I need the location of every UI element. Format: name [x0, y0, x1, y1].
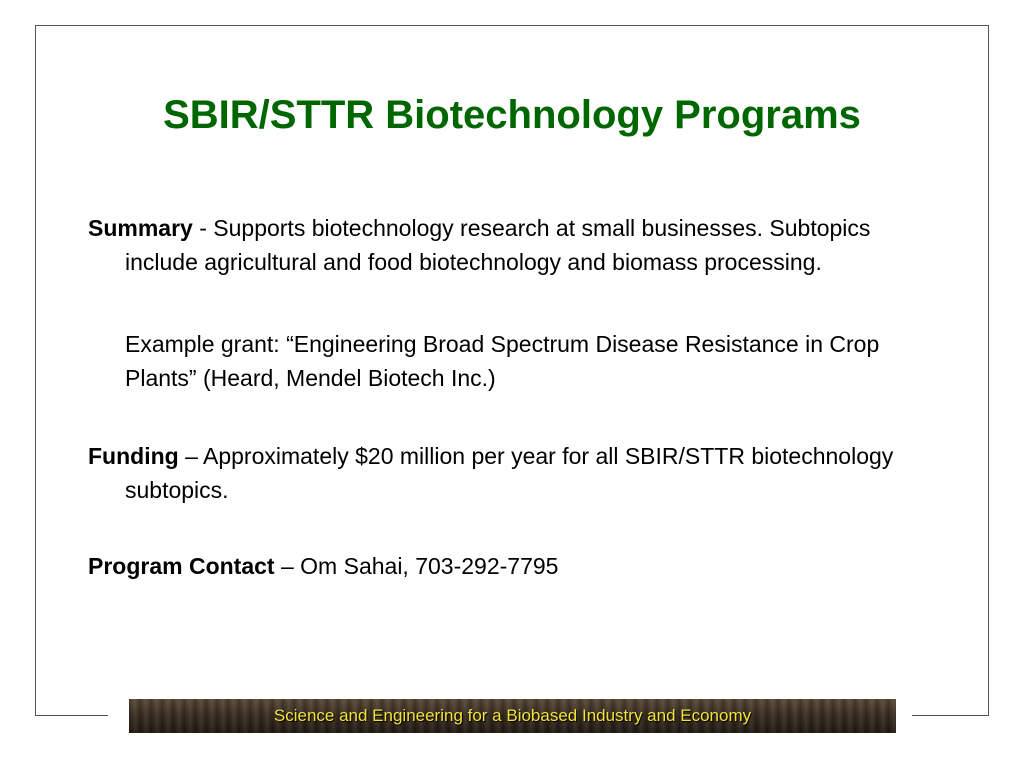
bottom-rule-right [912, 715, 989, 716]
summary-paragraph [88, 211, 948, 279]
example-grant-text: Example grant: “Engineering Broad Spectrum Disease Resistance in Crop Plants” (Heard, Mendel Biotech Inc.) [125, 331, 880, 391]
funding-text: – Approximately $20 million per year for all SBIR/STTR biotechnology subtopics. [125, 443, 894, 503]
summary-text: - Supports biotechnology research at small businesses. Subtopics include agricultural and food biotechnology and biomass processing. [125, 215, 871, 275]
footer-banner [129, 699, 896, 733]
bottom-rule-left [35, 715, 108, 716]
program-contact-label: Program Contact [88, 553, 275, 579]
slide-title: SBIR/STTR Biotechnology Programs [163, 93, 861, 137]
funding-paragraph [88, 439, 948, 507]
footer-banner-text: Science and Engineering for a Biobased Industry and Economy [273, 706, 752, 725]
program-contact-text: – Om Sahai, 703-292-7795 [274, 553, 559, 579]
summary-label: Summary [88, 215, 193, 241]
slide-body [88, 211, 948, 583]
example-grant-paragraph [88, 327, 948, 395]
funding-label: Funding [88, 443, 179, 469]
program-contact-paragraph [88, 549, 948, 583]
